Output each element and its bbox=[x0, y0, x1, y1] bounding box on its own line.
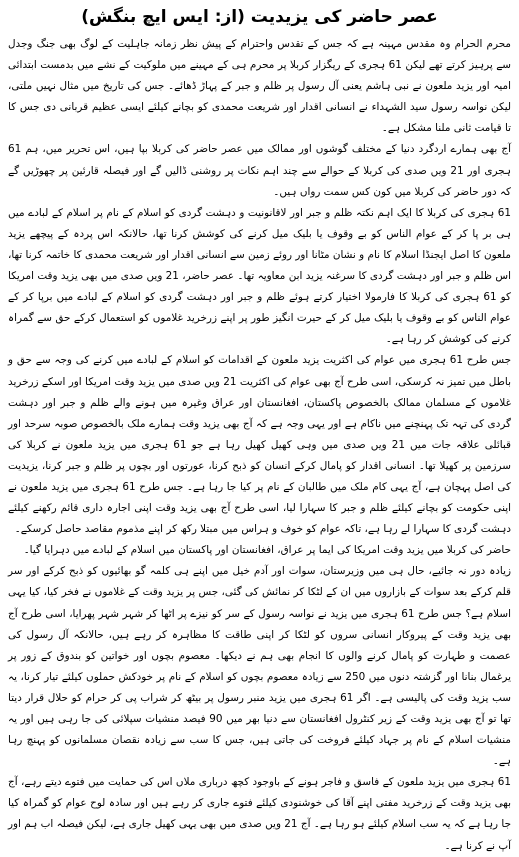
paragraph: حاضر کی کربلا میں یزید وقت امریکا کی ایما پر عراق، افغانستان اور پاکستان میں اسلام کے لبادے میں دہرایا گیا۔ bbox=[23, 544, 511, 557]
paragraph: آج بھی ہمارے اردگرد دنیا کے مختلف گوشوں اور ممالک میں عصر حاضر کی کربلا بپا ہیں، اس تحریر میں، ہم 61 ہجری اور 21 ویں صدی کی کربلا کے حوالے سے چند اہم نکات پر روشنی ڈالیں گے اور فیصلہ قارئین پر چھوڑیں گے کہ دور حاضر کی کربلا میں کون کس سمت رواں ہیں۔ bbox=[8, 143, 511, 198]
paragraph: 61 ہجری میں یزید ملعون کے فاسق و فاجر ہونے کے باوجود کچھ درباری ملاں اس کی حمایت میں فتوے دیتے رہے، آج بھی یزید وقت کے زرخرید مفتی اپنے آقا کی خوشنودی کیلئے فتوے جاری کر رہے ہیں اور سادہ لوح عوام کو گمراہ کیا جا رہا ہے کہ یہ سب اسلام کیلئے ہو رہا ہے۔ آج 21 ویں صدی میں بھی یہی کھیل جاری ہے، لیکن فیصلہ اب ہم اور آپ نے کرنا ہے۔ bbox=[8, 776, 511, 852]
paragraph: محرم الحرام وہ مقدس مہینہ ہے کہ جس کے تقدس واحترام کے پیش نظر زمانہ جاہلیت کے لوگ بھی جنگ وجدل سے پرہیز کرتے تھے لیکن 61 ہجری کے ریگزار کربلا پر محرم ہی کے مہینے میں ملوکیت کے نشے میں بدمست ابتدائی امیہ اور یزید ملعون نے نبی ہاشم یعنی آل رسول پر ظلم و جبر کے پہاڑ ڈھائے۔ جس کی تاریخ میں مثال نہیں ملتی، لیکن نواسہ رسول سید الشہداء نے انسانی اقدار اور شریعت محمدی کو بچانے کیلئے ایسی عظیم قربانی دی جس کا تا قیامت ثانی ملنا مشکل ہے۔ bbox=[8, 38, 511, 135]
paragraph: زیادہ دور نہ جائیے، حال ہی میں وزیرستان، سوات اور آدم خیل میں اپنے ہی کلمہ گو بھائیوں کو ذبح کرکے اور سر قلم کرکے بعد سوات کے بازاروں میں ان کے لٹکا کر نمائش کی گئی، جس پر یزید وقت کے غلاموں نے فخر کیا، کیا یہی اسلام ہے؟ جس طرح 61 ہجری میں یزید نے نواسہ رسول کے سر کو نیزے پر اٹھا کر شہر شہر پھرایا، اسی طرح آج بھی یزید وقت کے پیروکار انسانی سروں کو لٹکا کر اپنی طاقت کا مظاہرہ کر رہے ہیں، حالانکہ آل رسول کی عصمت و طہارت کو پامال کرنے والوں کا انجام بھی ہم نے دیکھا۔ معصوم بچوں اور خواتین کو بندوق کے زور پر یرغمال بنانا اور گزشتہ دنوں میں 250 سے زیادہ معصوم بچوں کو اسلام کے نام پر خودکش حملوں کیلئے تیار کرنا، یہ سب یزید وقت کی پالیسی ہے۔ اگر 61 ہجری میں یزید منبر رسول پر بیٹھ کر شراب پی کر حرام کو حلال قرار دیتا تھا تو آج بھی یزید وقت کے زیر کنٹرول افغانستان سے دنیا بھر میں 90 فیصد منشیات سپلائی کی جا رہی ہیں اور یہ منشیات اسلام کے نام پر جہاد کیلئے فروخت کی جاتی ہیں، جس کا سب سے زیادہ نقصان مسلمانوں کو پہنچ رہا ہے۔ bbox=[8, 565, 511, 768]
article-title: عصر حاضر کی یزیدیت (از: ایس ایچ بنگش) bbox=[81, 7, 438, 27]
paragraph: جس طرح 61 ہجری میں عوام کی اکثریت یزید ملعون کے اقدامات کو اسلام کے لبادے میں کرنے کی وجہ سے حق و باطل میں تمیز نہ کرسکی، اسی طرح آج بھی عوام کی اکثریت 21 ویں صدی میں یزید وقت امریکا اور اسکے زرخرید غلاموں کے مسلمان ممالک بالخصوص پاکستان، افغانستان اور عراق وغیرہ میں ہونے والے ظلم و جبر اور دہشت گردی کی تہہ تک پہنچنے میں ناکام ہے اور یہی وجہ ہے کہ آج بھی یزید وقت ہمارے ملک بالخصوص صوبہ سرحد اور قبائلی علاقہ جات میں 21 ویں صدی میں وہی کھیل کھیل رہا ہے جو 61 ہجری میں یزید ملعون نے کربلا کی سرزمین پر کھیلا تھا۔ انسانی اقدار کو پامال کرکے انسان کو ذبح کرنا، عورتوں اور بچوں پر ظلم و جبر کرنا، یزیدیت کی اصل پہچان ہے، آج یہی کام ملک میں طالبان کے نام پر کیا جا رہا ہے۔ جس طرح 61 ہجری میں یزید ملعون نے اپنی حکومت کو بچانے کیلئے ظلم و جبر کا سہارا لیا، اسی طرح آج بھی یزید وقت اپنی اجارہ داری قائم رکھنے کیلئے دہشت گردی کا سہارا لے رہا ہے، تاکہ عوام کو خوف و ہراس میں مبتلا رکھ کر اپنے مذموم مقاصد حاصل کرسکے۔ bbox=[8, 354, 511, 536]
paragraph: 61 ہجری کی کربلا کا ایک اہم نکتہ ظلم و جبر اور لاقانونیت و دہشت گردی کو اسلام کے نام پر اسلام کے لبادے میں ہی بر پا کر کے عوام الناس کو بے وقوف یا بلیک میل کرنے کی کوشش کرنا تھا، حالانکہ اس پردہ کے پیچھے یزید ملعون کا اصل ایجنڈا اسلام کا نام و نشان مٹانا اور روئے زمین سے انسانی اقدار اور شریعت محمدی کا خاتمہ کرنا تھا، اس ظلم و جبر اور دہشت گردی کا سرغنہ یزید ابن معاویہ تھا۔ عصر حاضر، 21 ویں صدی میں بھی یزید وقت امریکا کو 61 ہجری کی کربلا کا فارمولا اختیار کرتے ہوئے ظلم و جبر اور دہشت گردی کو اسلام کے لبادے میں برپا کر کے عوام الناس کو بے وقوف یا بلیک میل کر کے حیرت انگیز طور پر اپنے زرخرید غلاموں کو استعمال کرکے حق سے گمراہ کرنے کی کوشش کر رہا ہے۔ bbox=[8, 206, 511, 346]
article-body bbox=[8, 34, 511, 857]
